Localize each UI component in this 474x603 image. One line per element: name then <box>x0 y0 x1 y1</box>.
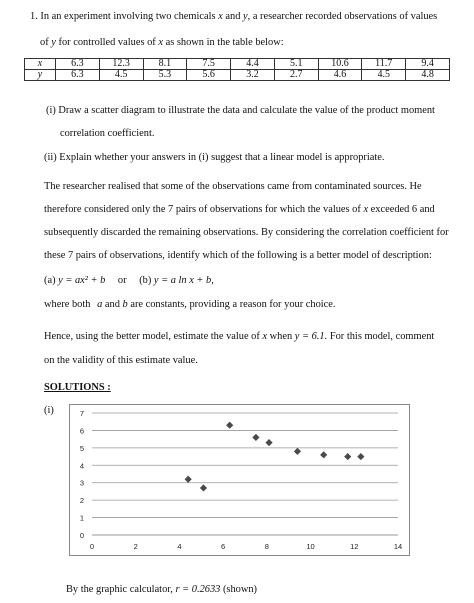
y-tick-label: 0 <box>79 531 84 540</box>
question-line-2 <box>40 36 284 49</box>
hence-text: when <box>269 331 293 342</box>
table-cell: 5.6 <box>187 70 231 81</box>
table-cell: 6.3 <box>56 70 100 81</box>
footer-text: (shown) <box>222 584 258 595</box>
var-y: y <box>51 37 56 48</box>
question-text: for controlled values of <box>58 37 156 48</box>
var-a: a <box>97 299 103 310</box>
table-header-x: x <box>25 59 56 70</box>
data-point <box>320 451 327 458</box>
data-point <box>344 453 351 460</box>
y-tick-label: 4 <box>79 461 84 471</box>
hence-text: For this model, comment <box>329 331 435 342</box>
solutions-heading: SOLUTIONS : <box>44 382 111 393</box>
y-tick-label: 1 <box>79 513 84 523</box>
data-point <box>265 439 272 446</box>
model-b-formula: y = a ln x + b, <box>153 275 214 286</box>
model-a-formula: y = ax² + b <box>58 275 106 286</box>
model-b-label: (b) <box>139 275 152 286</box>
y-tick-label: 2 <box>79 496 84 506</box>
question-text: of <box>40 37 49 48</box>
y-tick-label: 5 <box>79 443 84 453</box>
data-point <box>252 434 259 441</box>
solution-part-label: (i) <box>44 405 54 416</box>
paragraph-line-1: The researcher realised that some of the observations came from contaminated sources. He <box>44 181 422 192</box>
hence-text: Hence, using the better model, estimate the value of <box>44 331 260 342</box>
x-tick-label: 12 <box>350 542 359 551</box>
question-text: , a researcher recorded observations of values <box>247 11 438 22</box>
table-cell: 4.5 <box>99 70 143 81</box>
table-cell: 4.4 <box>231 59 275 70</box>
hence-equation: y = 6.1. <box>294 331 328 342</box>
model-a-label: (a) <box>44 275 56 286</box>
var-x: x <box>363 204 369 215</box>
part-ii-line: (ii) Explain whether your answers in (i) suggest that a linear model is appropriate. <box>44 152 385 163</box>
x-tick-label: 6 <box>221 542 226 551</box>
var-x: x <box>158 37 163 48</box>
y-tick-label: 6 <box>79 426 84 436</box>
where-line <box>44 298 335 311</box>
table-cell: 4.8 <box>406 70 450 81</box>
paragraph-text: exceeded 6 and <box>370 204 435 215</box>
where-text: where both <box>44 299 91 310</box>
model-options <box>44 274 214 287</box>
var-y: y <box>243 11 248 22</box>
hence-line-2: on the validity of this estimate value. <box>44 355 198 366</box>
table-cell: 10.6 <box>318 59 362 70</box>
paragraph-line-2 <box>44 203 435 216</box>
var-x: x <box>218 11 223 22</box>
observations-table <box>24 58 450 81</box>
footer-text: By the graphic calculator, <box>66 584 173 595</box>
scatter-chart <box>69 404 410 556</box>
table-cell: 9.4 <box>406 59 450 70</box>
table-cell: 12.3 <box>99 59 143 70</box>
table-cell: 7.5 <box>187 59 231 70</box>
solution-footer <box>66 583 257 596</box>
model-or: or <box>117 275 127 286</box>
data-point <box>200 484 207 491</box>
x-tick-label: 4 <box>177 542 182 551</box>
paragraph-line-4: these 7 pairs of observations, identify which of the following is a better model of description: <box>44 250 432 261</box>
x-tick-label: 0 <box>89 542 95 551</box>
y-tick-label: 7 <box>79 409 84 418</box>
question-text: 1. In an experiment involving two chemicals <box>30 11 216 22</box>
paragraph-line-3: subsequently discarded the remaining observations. By considering the correlation coefficient for <box>44 227 449 238</box>
y-tick-label: 3 <box>79 478 84 488</box>
where-text: and <box>104 299 120 310</box>
hence-line-1 <box>44 330 434 343</box>
x-tick-label: 2 <box>133 542 138 551</box>
where-text: are constants, providing a reason for your choice. <box>130 299 336 310</box>
table-header-y: y <box>25 70 56 81</box>
question-line-1 <box>30 10 437 23</box>
table-cell: 4.5 <box>362 70 406 81</box>
question-text: and <box>225 11 241 22</box>
paragraph-text: therefore considered only the 7 pairs of observations for which the values of <box>44 204 361 215</box>
x-tick-label: 14 <box>393 542 403 551</box>
question-text: as shown in the table below: <box>165 37 284 48</box>
x-tick-label: 8 <box>264 542 269 551</box>
data-point <box>357 453 364 460</box>
table-cell: 5.1 <box>274 59 318 70</box>
var-x: x <box>262 331 268 342</box>
part-i-line-1: (i) Draw a scatter diagram to illustrate the data and calculate the value of the product moment <box>46 105 435 116</box>
table-cell: 3.2 <box>231 70 275 81</box>
table-cell: 8.1 <box>143 59 187 70</box>
table-cell: 2.7 <box>274 70 318 81</box>
table-cell: 6.3 <box>56 59 100 70</box>
table-cell: 11.7 <box>362 59 406 70</box>
x-tick-label: 10 <box>306 542 315 551</box>
table-cell: 5.3 <box>143 70 187 81</box>
var-b: b <box>122 299 128 310</box>
table-cell: 4.6 <box>318 70 362 81</box>
data-point <box>226 422 233 429</box>
data-point <box>185 476 192 483</box>
part-i-line-2: correlation coefficient. <box>60 128 155 139</box>
scatter-plot-svg <box>70 405 409 555</box>
data-point <box>294 448 301 455</box>
correlation-value: r = 0.2633 <box>175 584 221 595</box>
table-row-y <box>25 70 450 81</box>
table-row-x <box>25 59 450 70</box>
